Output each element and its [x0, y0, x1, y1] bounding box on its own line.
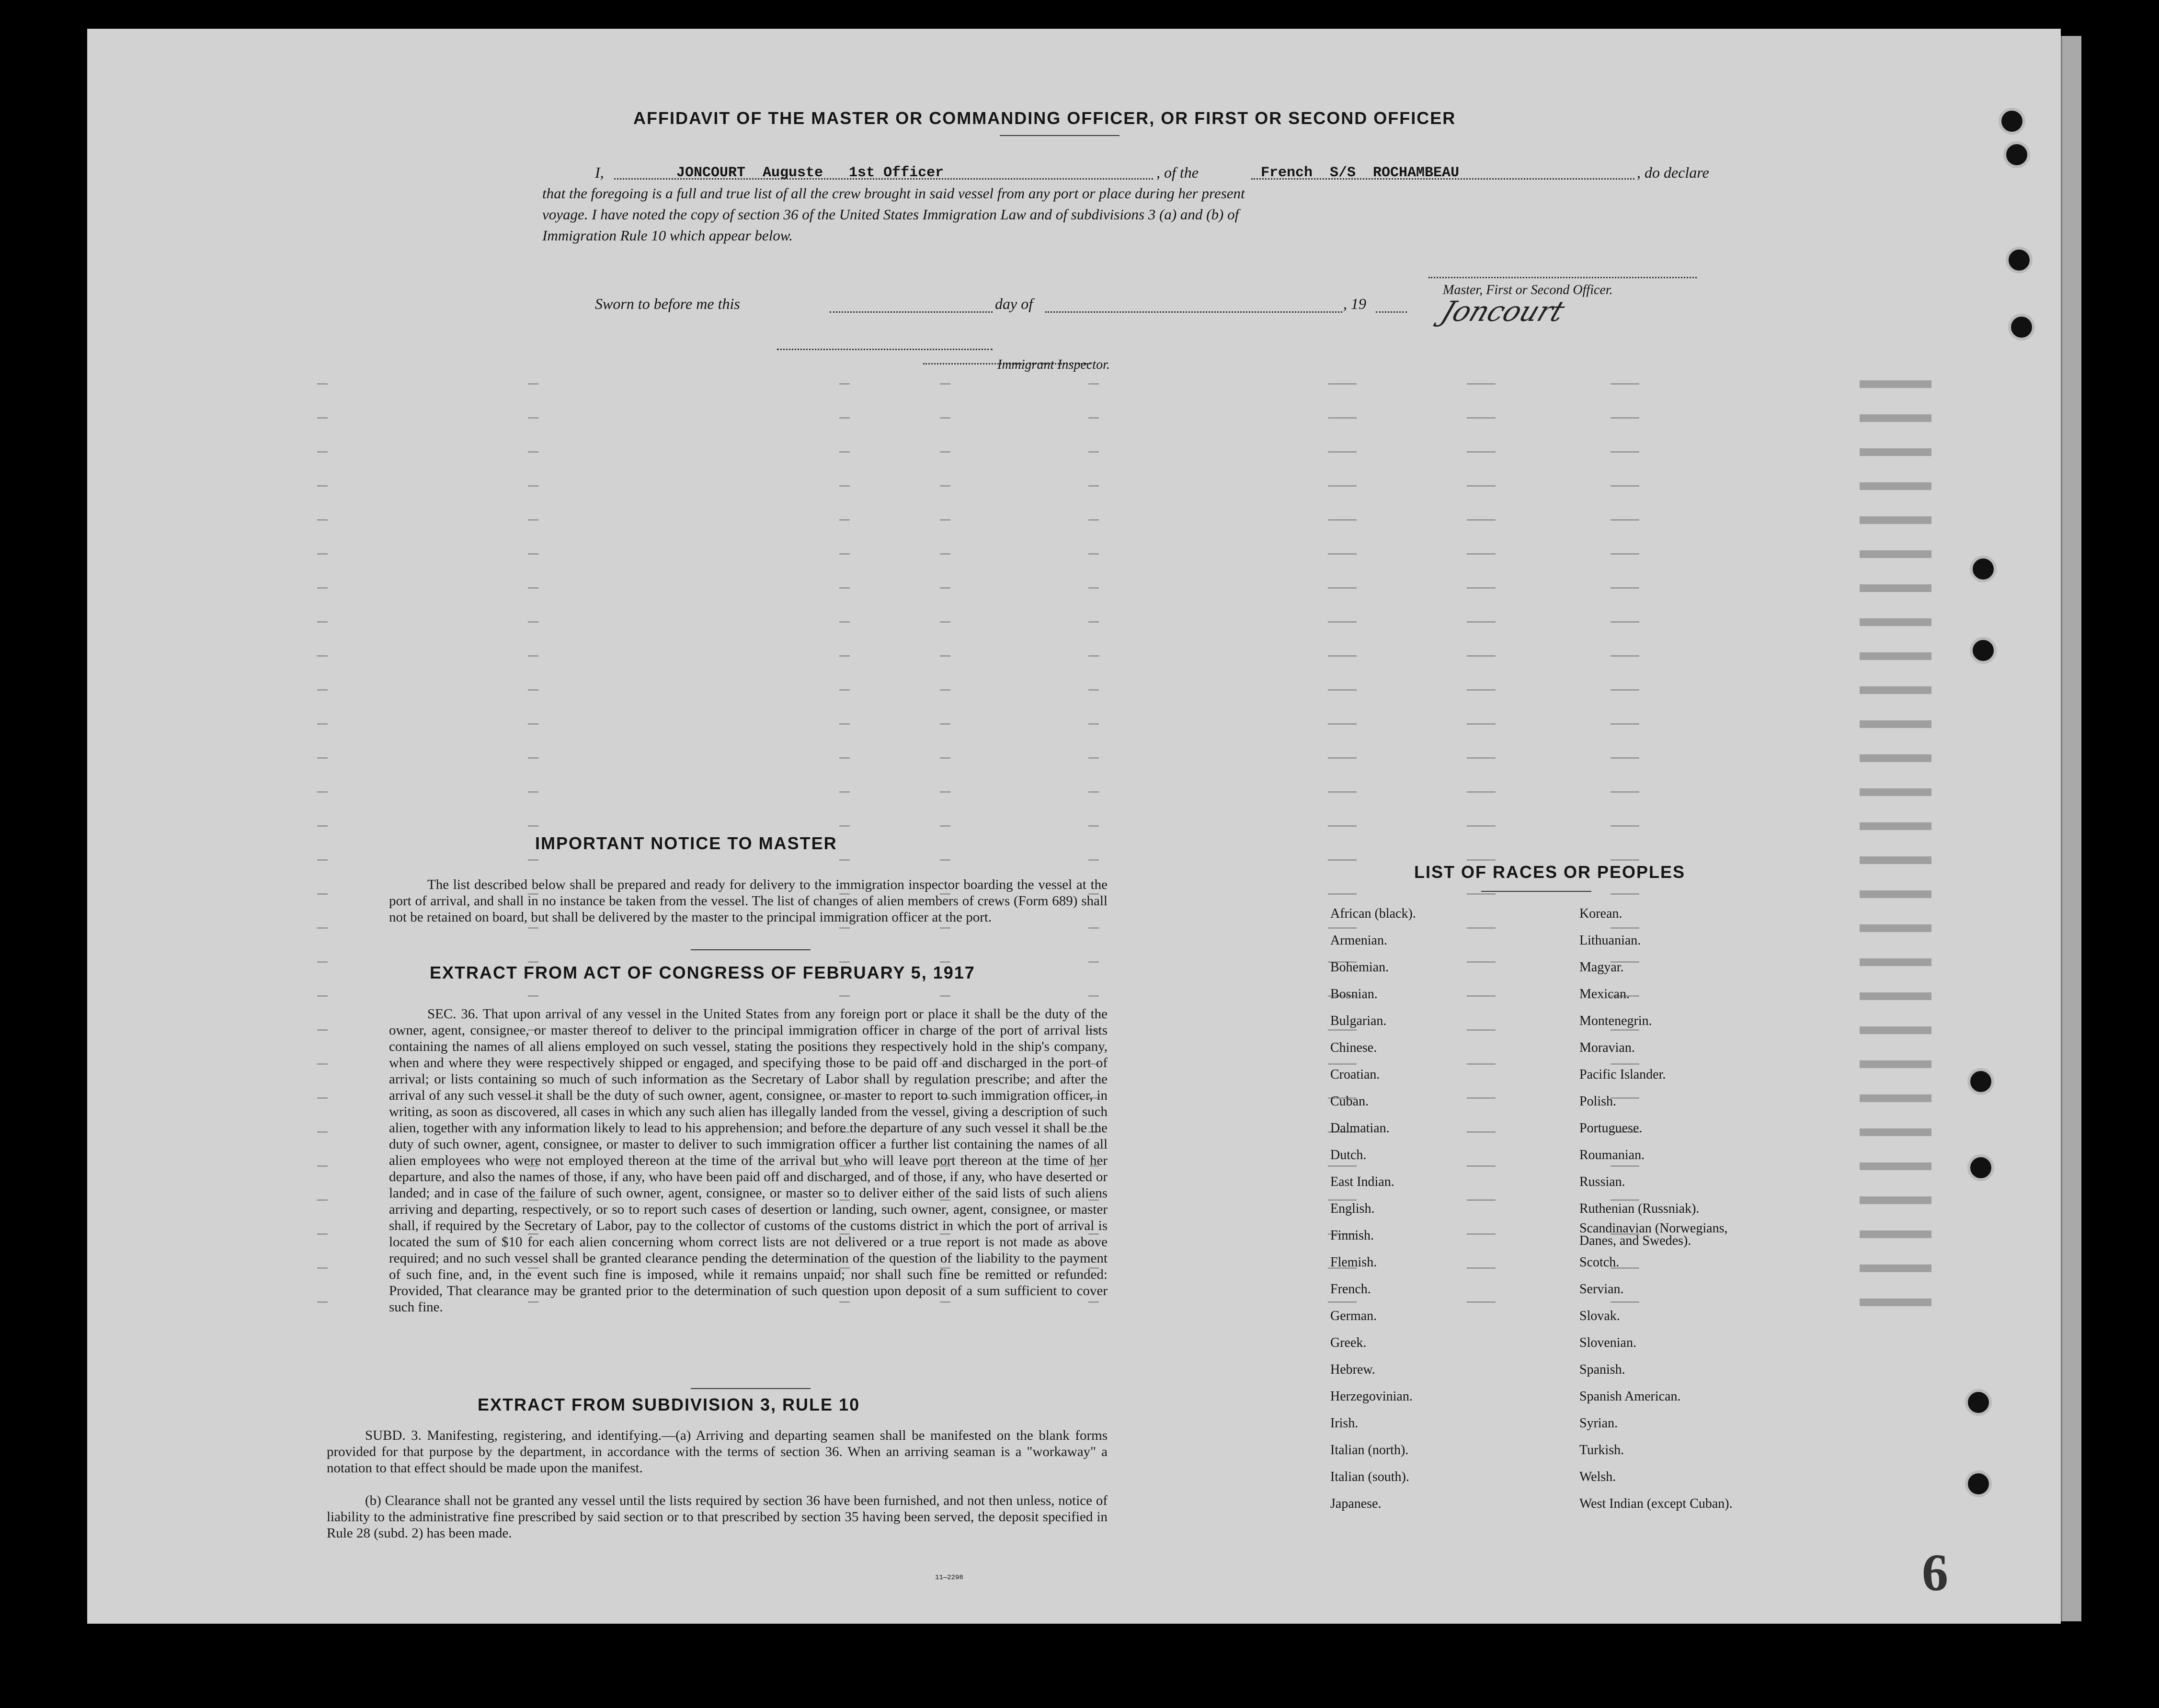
punch-hole [2003, 141, 2030, 168]
bleed-through-mark [528, 485, 538, 487]
bleed-through-mark [528, 451, 538, 453]
bleed-through-mark [1860, 1060, 1931, 1068]
bleed-through-mark [1860, 550, 1931, 558]
punch-hole [1970, 637, 1997, 664]
bleed-through-mark [839, 995, 850, 997]
bleed-through-mark [1328, 451, 1357, 453]
race-item: Lithuanian. [1579, 933, 1641, 948]
bleed-through-mark [1611, 621, 1639, 623]
sworn-day-line [830, 311, 993, 313]
bleed-through-mark [1088, 383, 1099, 385]
bleed-through-mark [839, 825, 850, 827]
bleed-through-mark [1860, 584, 1931, 592]
bleed-through-mark [1860, 1162, 1931, 1170]
bleed-through-mark [940, 791, 950, 793]
bleed-through-mark [317, 383, 328, 385]
race-item: Croatian. [1330, 1067, 1380, 1082]
bleed-through-mark [1611, 519, 1639, 521]
bleed-through-mark [1467, 825, 1496, 827]
bleed-through-mark [1328, 723, 1357, 725]
bleed-through-mark [1088, 655, 1099, 657]
rule-text-b: (b) Clearance shall not be granted any vessel until the lists required by section 36 have been furnished, and not then unless, notice of liability to the administrative fine prescribed by said section or to that prescribed by section 35 having been served, the deposit specified in Rule 28 (subd. 2) has been made. [327, 1493, 1108, 1541]
bleed-through-mark [1088, 621, 1099, 623]
bleed-through-mark [1328, 383, 1357, 385]
bleed-through-mark [317, 995, 328, 997]
bleed-through-mark [1328, 825, 1357, 827]
bleed-through-mark [1088, 519, 1099, 521]
bleed-through-mark [317, 723, 328, 725]
bleed-through-mark [1611, 723, 1639, 725]
bleed-through-mark [1860, 924, 1931, 932]
bleed-through-mark [317, 961, 328, 963]
punch-hole [1967, 1154, 1994, 1181]
race-item: Italian (south). [1330, 1469, 1409, 1484]
bleed-through-mark [839, 553, 850, 555]
ship-name: French S/S ROCHAMBEAU [1261, 165, 1460, 181]
bleed-through-mark [940, 519, 950, 521]
bleed-through-mark [317, 1097, 328, 1099]
bleed-through-mark [940, 859, 950, 861]
bleed-through-mark [1328, 519, 1357, 521]
bleed-through-mark [1611, 655, 1639, 657]
punch-hole [1999, 108, 2025, 135]
bleed-through-mark [317, 791, 328, 793]
bleed-through-mark [1467, 1165, 1496, 1167]
bleed-through-mark [1328, 791, 1357, 793]
bleed-through-mark [317, 1267, 328, 1269]
bleed-through-mark [1860, 958, 1931, 966]
punch-hole [1970, 556, 1997, 582]
bleed-through-mark [528, 995, 538, 997]
race-item: Dutch. [1330, 1148, 1367, 1162]
bleed-through-mark [528, 859, 538, 861]
bleed-through-mark [1611, 859, 1639, 861]
rule-heading: EXTRACT FROM SUBDIVISION 3, RULE 10 [478, 1395, 860, 1414]
races-heading: LIST OF RACES OR PEOPLES [1414, 862, 1686, 882]
bleed-through-mark [940, 723, 950, 725]
act-heading: EXTRACT FROM ACT OF CONGRESS OF FEBRUARY 5, 1917 [430, 963, 975, 982]
bleed-through-mark [1088, 757, 1099, 759]
sworn-prefix: Sworn to before me this [595, 295, 740, 312]
bleed-through-mark [1467, 485, 1496, 487]
bleed-through-mark [839, 519, 850, 521]
race-item: Welsh. [1579, 1469, 1616, 1484]
bleed-through-mark [317, 655, 328, 657]
bleed-through-mark [528, 519, 538, 521]
bleed-through-mark [839, 655, 850, 657]
bleed-through-mark [839, 757, 850, 759]
race-item: Cuban. [1330, 1094, 1369, 1109]
bleed-through-mark [1328, 893, 1357, 895]
master-label: Master, First or Second Officer. [1443, 283, 1613, 297]
bleed-through-mark [1860, 992, 1931, 1000]
bleed-through-mark [1611, 825, 1639, 827]
bleed-through-mark [839, 621, 850, 623]
bleed-through-mark [940, 757, 950, 759]
bleed-through-mark [1328, 417, 1357, 419]
race-item: Bosnian. [1330, 987, 1378, 1002]
bleed-through-mark [1088, 791, 1099, 793]
race-item: Moravian. [1579, 1040, 1635, 1055]
bleed-through-mark [1088, 689, 1099, 691]
bleed-through-mark [317, 1301, 328, 1303]
bleed-through-mark [528, 689, 538, 691]
bleed-through-mark [1088, 995, 1099, 997]
punch-hole [1965, 1470, 1992, 1497]
bleed-through-mark [317, 859, 328, 861]
races-right-column [1579, 900, 1752, 1517]
bleed-through-mark [1328, 553, 1357, 555]
bleed-through-mark [317, 893, 328, 895]
race-item: Chinese. [1330, 1040, 1377, 1055]
bleed-through-mark [528, 757, 538, 759]
bleed-through-mark [1328, 859, 1357, 861]
bleed-through-mark [839, 417, 850, 419]
race-item: Armenian. [1330, 933, 1387, 948]
bleed-through-mark [1467, 553, 1496, 555]
bleed-through-mark [1860, 380, 1931, 388]
bleed-through-mark [839, 927, 850, 929]
bleed-through-mark [317, 1233, 328, 1235]
bleed-through-mark [1088, 825, 1099, 827]
bleed-through-mark [1088, 553, 1099, 555]
punch-hole [1967, 1068, 1994, 1095]
bleed-through-mark [1088, 417, 1099, 419]
bleed-through-mark [940, 553, 950, 555]
race-item: Polish. [1579, 1094, 1617, 1109]
bleed-through-mark [317, 451, 328, 453]
bleed-through-mark [1467, 893, 1496, 895]
races-left-column [1330, 900, 1416, 1517]
bleed-through-mark [317, 825, 328, 827]
bleed-through-mark [528, 791, 538, 793]
inspector-label: Immigrant Inspector. [997, 357, 1110, 372]
affidavit-suffix: , do declare [1637, 164, 1709, 181]
bleed-through-mark [940, 621, 950, 623]
sworn-year-line [1376, 311, 1407, 313]
document-page [87, 29, 2061, 1624]
affidavit-line-3: voyage. I have noted the copy of section 36 of the United States Immigration Law and of subdivisions 3 (a) and (b) of [542, 206, 1239, 223]
race-item: Dalmatian. [1330, 1121, 1390, 1136]
race-item: Spanish American. [1579, 1389, 1681, 1404]
race-item: Finnish. [1330, 1228, 1374, 1243]
sworn-day-label: day of [995, 295, 1033, 312]
bleed-through-mark [317, 1029, 328, 1031]
bleed-through-mark [317, 1063, 328, 1065]
bleed-through-mark [317, 417, 328, 419]
bleed-through-mark [317, 587, 328, 589]
race-item: Ruthenian (Russniak). [1579, 1201, 1700, 1216]
race-item: Korean. [1579, 906, 1622, 921]
race-item: Herzegovinian. [1330, 1389, 1413, 1404]
race-item: Slovak. [1579, 1309, 1620, 1323]
bleed-through-mark [528, 417, 538, 419]
bleed-through-mark [1860, 414, 1931, 422]
master-signature-line [1428, 277, 1697, 278]
bleed-through-mark [1611, 451, 1639, 453]
bleed-through-mark [528, 927, 538, 929]
bleed-through-mark [839, 689, 850, 691]
bleed-through-mark [839, 859, 850, 861]
bleed-through-mark [1860, 652, 1931, 660]
bleed-through-mark [528, 621, 538, 623]
bleed-through-mark [1860, 618, 1931, 626]
sworn-year-label: , 19 [1343, 295, 1366, 312]
bleed-through-mark [1611, 791, 1639, 793]
race-item: English. [1330, 1201, 1375, 1216]
bleed-through-mark [1860, 720, 1931, 728]
bleed-through-mark [1860, 448, 1931, 456]
race-item: West Indian (except Cuban). [1579, 1496, 1733, 1511]
bleed-through-mark [1611, 587, 1639, 589]
bleed-through-mark [1328, 757, 1357, 759]
bleed-through-mark [317, 757, 328, 759]
bleed-through-mark [1467, 1097, 1496, 1099]
race-item: Mexican. [1579, 987, 1630, 1002]
race-item: Magyar. [1579, 960, 1624, 975]
bleed-through-mark [1088, 859, 1099, 861]
bleed-through-mark [1467, 723, 1496, 725]
bleed-through-mark [1467, 519, 1496, 521]
race-item: Scotch. [1579, 1255, 1620, 1270]
bleed-through-mark [1860, 1230, 1931, 1238]
bleed-through-mark [1467, 791, 1496, 793]
affidavit-mid: , of the [1156, 164, 1199, 181]
race-item: Russian. [1579, 1174, 1625, 1189]
bleed-through-mark [1611, 485, 1639, 487]
affidavit-prefix: I, [595, 164, 604, 181]
bleed-through-mark [1467, 383, 1496, 385]
affidavit-line-2: that the foregoing is a full and true list of all the crew brought in said vessel from any port or place during her present [542, 185, 1245, 202]
officer-name: JONCOURT Auguste 1st Officer [676, 165, 944, 181]
punch-hole [1965, 1389, 1992, 1416]
bleed-through-mark [1860, 1094, 1931, 1102]
bleed-through-mark [1860, 822, 1931, 830]
bleed-through-mark [1467, 961, 1496, 963]
bleed-through-mark [1467, 587, 1496, 589]
bleed-through-mark [1611, 689, 1639, 691]
bleed-through-mark [1611, 383, 1639, 385]
race-item: Japanese. [1330, 1496, 1382, 1511]
bleed-through-mark [940, 587, 950, 589]
act-text: SEC. 36. That upon arrival of any vessel in the United States from any foreign port or place it shall be the duty of the owner, agent, consignee, or master thereof to deliver to the principal immigration officer in charge of the port of arrival lists containing the names of all aliens employed on such vessel, stating the positions they respectively hold in the ship's company, when and where they were respectively shipped or engaged, and specifying those to be paid off and discharged in the port of arrival; or lists containing so much of such information as the Secretary of Labor shall by regulation prescribe; and after the arrival of any such vessel it shall be the duty of such owner, agent, consignee, or master to report to such immigration officer, in writing, as soon as discovered, all cases in which any such alien has illegally landed from the vessel, giving a description of such alien, together with any information likely to lead to his apprehension; and before the departure of any such vessel it shall be the duty of such owner, agent, consignee, or master to deliver to such immigration officer a further list containing the names of all alien employees who were not employed thereon at the time of the arrival but who will leave port thereon at the time of her departure, and also the names of those, if any, who have been paid off and discharged, and of those, if any, who have deserted or landed; and in case of the failure of such owner, agent, consignee, or master so to deliver either of the said lists of such aliens arriving and departing, respectively, or so to report such cases of desertion or landing, such owner, agent, consignee, or master shall, if required by the Secretary of Labor, pay to the collector of customs of the customs district in which the port of arrival is located the sum of $10 for each alien concerning whom correct lists are not delivered or a true report is not made as above required; and no such vessel shall be granted clearance pending the determination of the question of the liability to the payment of such fine, and, in the event such fine is imposed, while it remains unpaid; nor shall such fine be remitted or refunded: Provided, That clearance may be granted prior to the determination of such question upon deposit of a sum sufficient to cover such fine. [389, 1006, 1108, 1315]
race-item: Hebrew. [1330, 1362, 1375, 1377]
bleed-through-mark [317, 485, 328, 487]
bleed-through-mark [1860, 1196, 1931, 1204]
bleed-through-mark [1467, 1301, 1496, 1303]
bleed-through-mark [1467, 757, 1496, 759]
bleed-through-mark [1328, 655, 1357, 657]
bleed-through-mark [1860, 890, 1931, 898]
bleed-through-mark [1611, 893, 1639, 895]
bleed-through-mark [1467, 995, 1496, 997]
bleed-through-mark [1088, 587, 1099, 589]
bleed-through-mark [940, 485, 950, 487]
bleed-through-mark [839, 485, 850, 487]
bleed-through-mark [1328, 689, 1357, 691]
bleed-through-mark [1467, 655, 1496, 657]
race-item: Bulgarian. [1330, 1013, 1387, 1028]
bleed-through-mark [940, 825, 950, 827]
inspector-line-a [777, 349, 993, 350]
bleed-through-mark [528, 825, 538, 827]
bleed-through-mark [317, 689, 328, 691]
bleed-through-mark [1467, 1029, 1496, 1031]
heading-rule [1000, 135, 1119, 136]
bleed-through-mark [528, 553, 538, 555]
bleed-through-mark [940, 417, 950, 419]
sworn-month-line [1045, 311, 1342, 313]
punch-hole [2006, 247, 2033, 273]
bleed-through-mark [317, 519, 328, 521]
bleed-through-mark [1860, 1128, 1931, 1136]
bleed-through-mark [1860, 1264, 1931, 1272]
race-item: Flemish. [1330, 1255, 1377, 1270]
bleed-through-mark [1467, 859, 1496, 861]
bleed-through-mark [317, 621, 328, 623]
notice-heading: IMPORTANT NOTICE TO MASTER [535, 833, 837, 853]
bleed-through-mark [1860, 516, 1931, 524]
form-number: 11—2298 [935, 1574, 963, 1582]
race-item: Pacific Islander. [1579, 1067, 1666, 1082]
bleed-through-mark [1088, 485, 1099, 487]
bleed-through-mark [1860, 754, 1931, 762]
bleed-through-mark [1860, 1026, 1931, 1034]
bleed-through-mark [1088, 961, 1099, 963]
race-item: Scandinavian (Norwegians, Danes, and Swedes). [1579, 1221, 1728, 1248]
bleed-through-mark [940, 655, 950, 657]
bleed-through-mark [1467, 1199, 1496, 1201]
bleed-through-mark [1860, 482, 1931, 490]
bleed-through-mark [940, 383, 950, 385]
bleed-through-mark [528, 587, 538, 589]
bleed-through-mark [940, 927, 950, 929]
bleed-through-mark [1860, 788, 1931, 796]
race-item: Portuguese. [1579, 1121, 1643, 1136]
act-rule [691, 1388, 811, 1389]
race-item: French. [1330, 1282, 1371, 1297]
bleed-through-mark [1328, 485, 1357, 487]
bleed-through-mark [1611, 757, 1639, 759]
race-item: African (black). [1330, 906, 1416, 921]
bleed-through-mark [1467, 689, 1496, 691]
race-item: Greek. [1330, 1335, 1367, 1350]
bleed-through-mark [1328, 621, 1357, 623]
bleed-through-mark [1860, 1298, 1931, 1306]
race-item: Italian (north). [1330, 1443, 1409, 1457]
race-item: Bohemian. [1330, 960, 1389, 975]
bleed-through-mark [317, 553, 328, 555]
bleed-through-mark [1328, 587, 1357, 589]
bleed-through-mark [839, 791, 850, 793]
race-item: Montenegrin. [1579, 1013, 1652, 1028]
bleed-through-mark [839, 723, 850, 725]
bleed-through-mark [1467, 1233, 1496, 1235]
page-edge [2061, 36, 2081, 1621]
bleed-through-mark [1088, 723, 1099, 725]
rule-text-a: SUBD. 3. Manifesting, registering, and identifying.—(a) Arriving and departing seamen shall be manifested on the blank forms provided for that purpose by the department, in accordance with the terms of section 36. When an arriving seaman is a "workaway" a notation to that effect should be made upon the manifest. [327, 1428, 1108, 1476]
race-item: Servian. [1579, 1282, 1624, 1297]
race-item: Turkish. [1579, 1443, 1624, 1457]
bleed-through-mark [317, 1131, 328, 1133]
bleed-through-mark [1467, 451, 1496, 453]
bleed-through-mark [317, 1199, 328, 1201]
bleed-through-mark [940, 689, 950, 691]
bleed-through-mark [528, 723, 538, 725]
bleed-through-mark [1467, 927, 1496, 929]
bleed-through-mark [1467, 1063, 1496, 1065]
bleed-through-mark [1467, 1131, 1496, 1133]
bleed-through-mark [1611, 417, 1639, 419]
bleed-through-mark [839, 451, 850, 453]
bleed-through-mark [1860, 686, 1931, 694]
bleed-through-mark [839, 383, 850, 385]
bleed-through-mark [940, 995, 950, 997]
page-number: 6 [1922, 1543, 1948, 1602]
bleed-through-mark [1611, 553, 1639, 555]
bleed-through-mark [528, 655, 538, 657]
bleed-through-mark [317, 927, 328, 929]
officer-signature: Joncourt [1437, 295, 1569, 328]
race-item: Roumanian. [1579, 1148, 1645, 1162]
bleed-through-mark [1088, 927, 1099, 929]
races-rule [1481, 891, 1591, 892]
race-item: Syrian. [1579, 1416, 1618, 1431]
race-item: Spanish. [1579, 1362, 1625, 1377]
notice-rule [691, 949, 811, 950]
notice-text: The list described below shall be prepared and ready for delivery to the immigration inspector boarding the vessel at the port of arrival, and shall in no instance be taken from the vessel. The list of changes of alien members of crews (Form 689) shall not be retained on board, but shall be delivered by the master to the principal immigration officer at the port. [389, 877, 1108, 925]
bleed-through-mark [528, 383, 538, 385]
race-item: Slovenian. [1579, 1335, 1636, 1350]
affidavit-line-4: Immigration Rule 10 which appear below. [542, 227, 793, 244]
race-item: Irish. [1330, 1416, 1359, 1431]
bleed-through-mark [1088, 451, 1099, 453]
bleed-through-mark [1860, 856, 1931, 864]
bleed-through-mark [317, 1165, 328, 1167]
race-item: East Indian. [1330, 1174, 1394, 1189]
race-item: German. [1330, 1309, 1377, 1323]
bleed-through-mark [1467, 417, 1496, 419]
punch-hole [2008, 314, 2035, 341]
bleed-through-mark [839, 587, 850, 589]
affidavit-heading: AFFIDAVIT OF THE MASTER OR COMMANDING OFFICER, OR FIRST OR SECOND OFFICER [633, 108, 1456, 128]
bleed-through-mark [1467, 621, 1496, 623]
bleed-through-mark [1467, 1267, 1496, 1269]
bleed-through-mark [940, 451, 950, 453]
